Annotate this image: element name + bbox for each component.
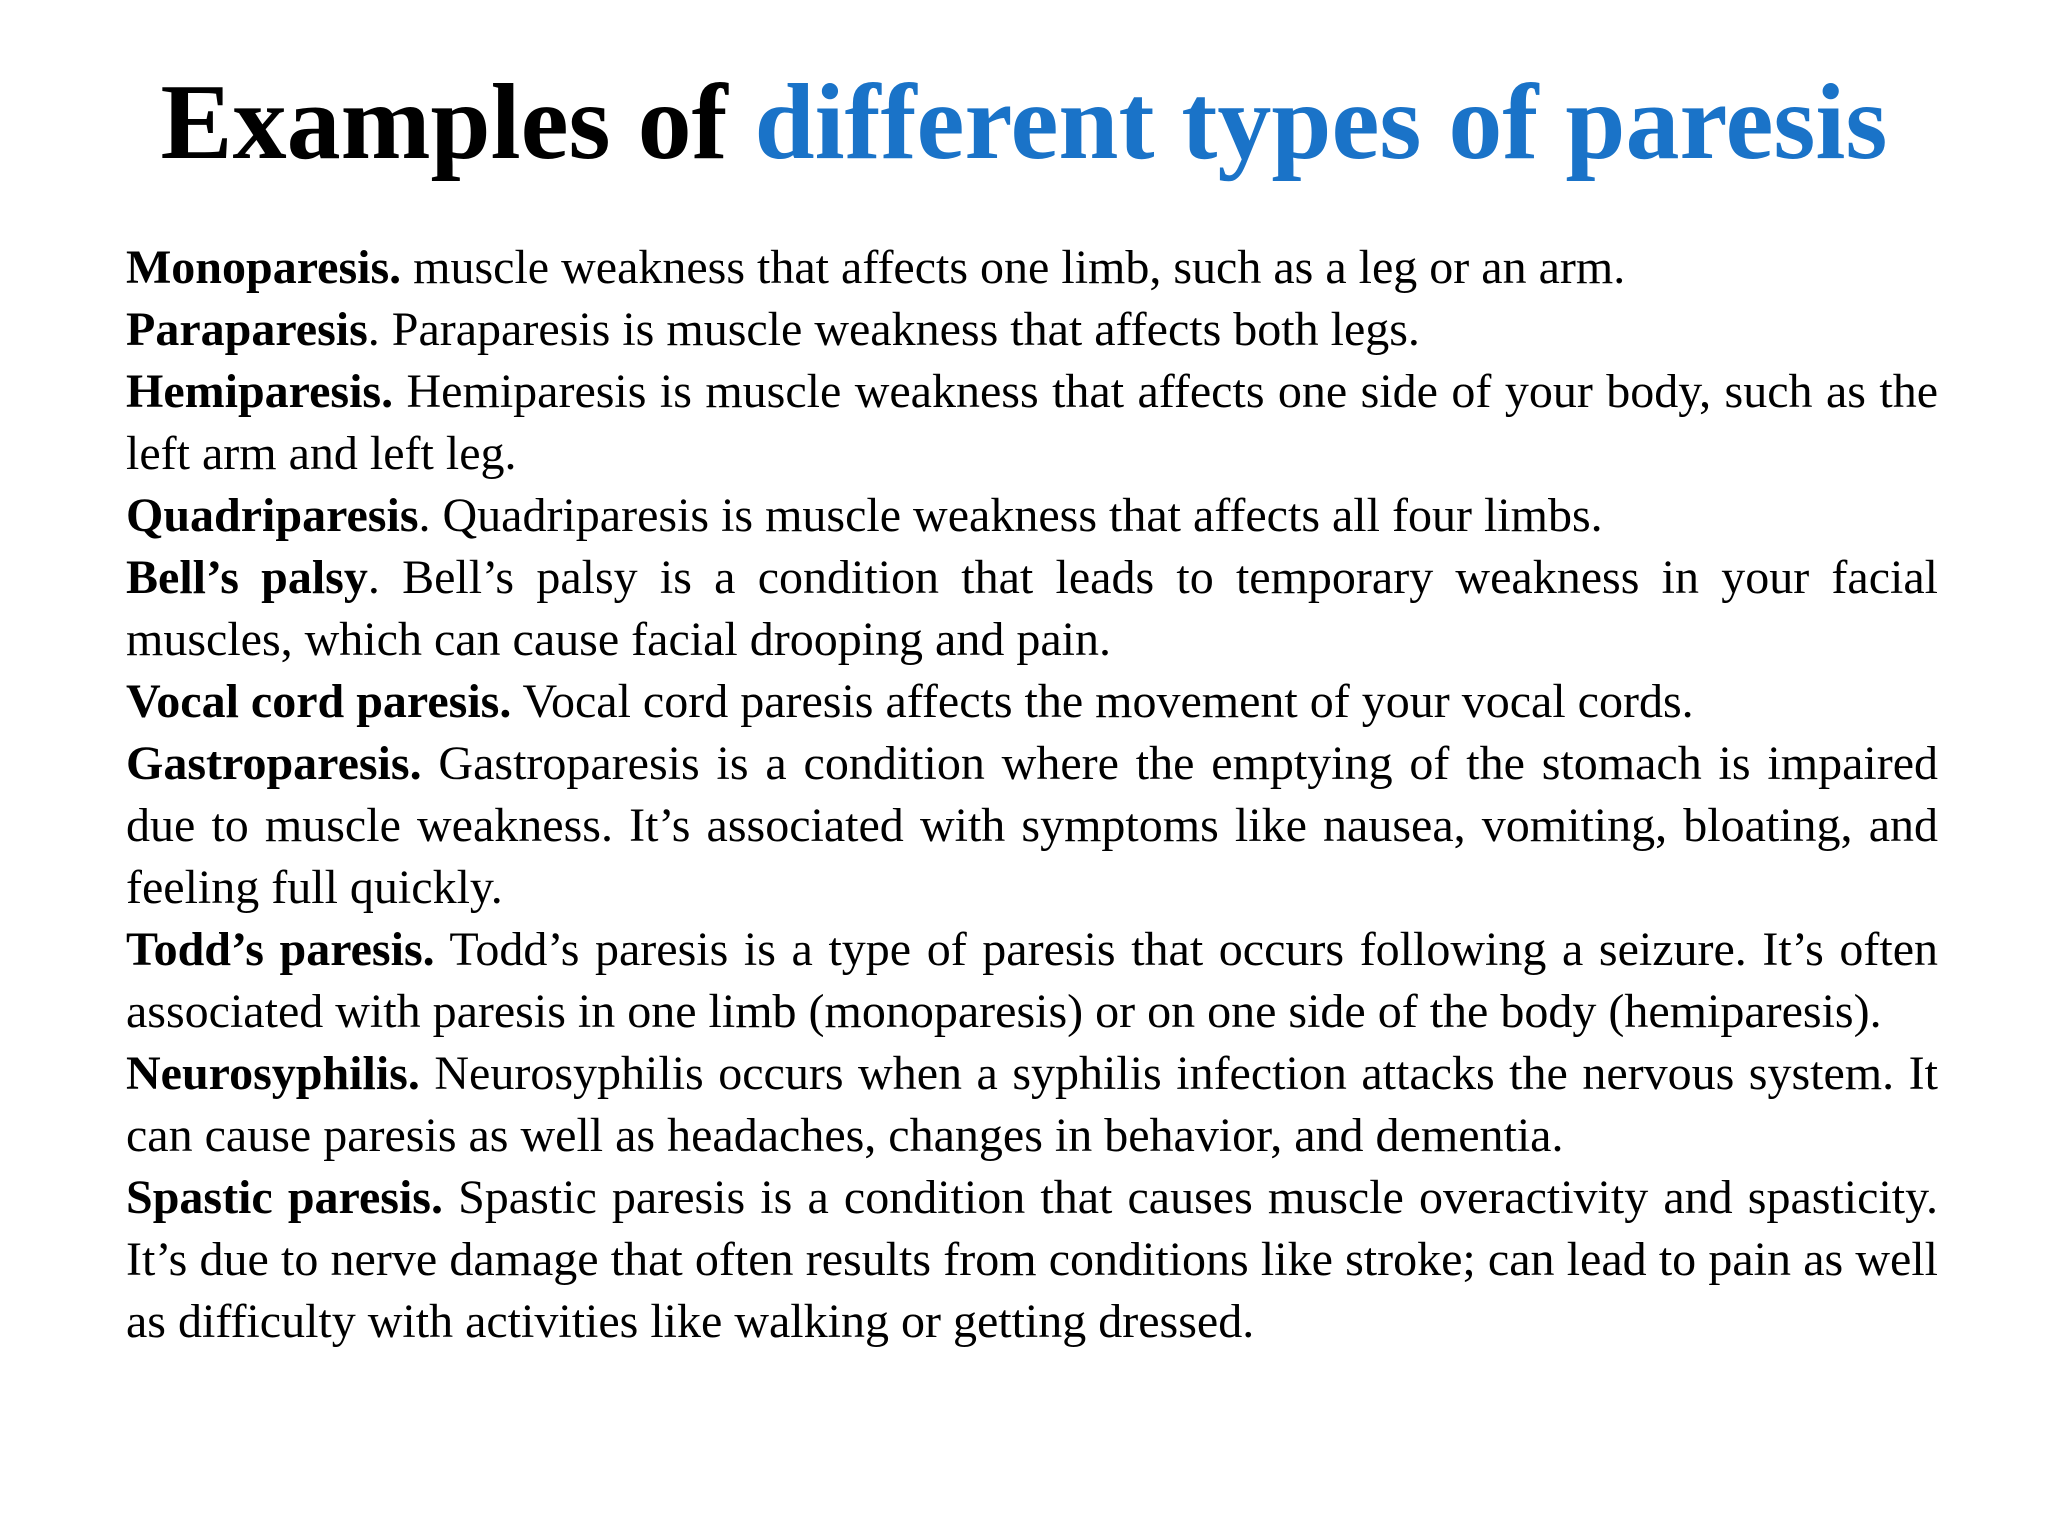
list-item [126, 671, 1938, 733]
page-title [0, 58, 2048, 188]
item-term: Todd’s paresis. [126, 923, 435, 976]
list-item [126, 299, 1938, 361]
list-item [126, 919, 1938, 1043]
item-description: . Bell’s palsy is a condition that leads to temporary weakness in your facial muscles, which can cause facial drooping and pain. [126, 551, 1938, 666]
item-term: Quadriparesis [126, 489, 419, 542]
item-description: . Paraparesis is muscle weakness that affects both legs. [367, 303, 1420, 356]
list-item [126, 547, 1938, 671]
item-term: Vocal cord paresis. [126, 675, 512, 728]
list-item [126, 1043, 1938, 1167]
list-item [126, 361, 1938, 485]
item-description: . Quadriparesis is muscle weakness that affects all four limbs. [418, 489, 1603, 542]
item-description: muscle weakness that affects one limb, such as a leg or an arm. [401, 241, 1626, 294]
item-term: Monoparesis. [126, 241, 402, 294]
item-description: Hemiparesis is muscle weakness that affects one side of your body, such as the left arm and left leg. [126, 365, 1938, 480]
list-item [126, 733, 1938, 919]
item-description: Gastroparesis is a condition where the emptying of the stomach is impaired due to muscle weakness. It’s associated with symptoms like nausea, vomiting, bloating, and feeling full quickly. [126, 737, 1938, 914]
item-term: Neurosyphilis. [126, 1047, 420, 1100]
list-item [126, 1167, 1938, 1353]
item-term: Bell’s palsy [126, 551, 368, 604]
item-term: Spastic paresis. [126, 1171, 443, 1224]
title-prefix: Examples of [160, 63, 755, 182]
item-description: Neurosyphilis occurs when a syphilis infection attacks the nervous system. It can cause paresis as well as headaches, changes in behavior, and dementia. [126, 1047, 1938, 1162]
list-item [126, 485, 1938, 547]
item-term: Gastroparesis. [126, 737, 422, 790]
item-description: Spastic paresis is a condition that causes muscle overactivity and spasticity. It’s due to nerve damage that often results from conditions like stroke; can lead to pain as well as difficulty with activities like walking or getting dressed. [126, 1171, 1939, 1348]
list-item [126, 237, 1938, 299]
title-highlight: different types of paresis [754, 63, 1888, 182]
item-term: Hemiparesis. [126, 365, 394, 418]
item-description: Todd’s paresis is a type of paresis that occurs following a seizure. It’s often associated with paresis in one limb (monoparesis) or on one side of the body (hemiparesis). [126, 923, 1939, 1038]
item-term: Paraparesis [126, 303, 368, 356]
paresis-list [126, 237, 1938, 1353]
item-description: Vocal cord paresis affects the movement of your vocal cords. [511, 675, 1694, 728]
